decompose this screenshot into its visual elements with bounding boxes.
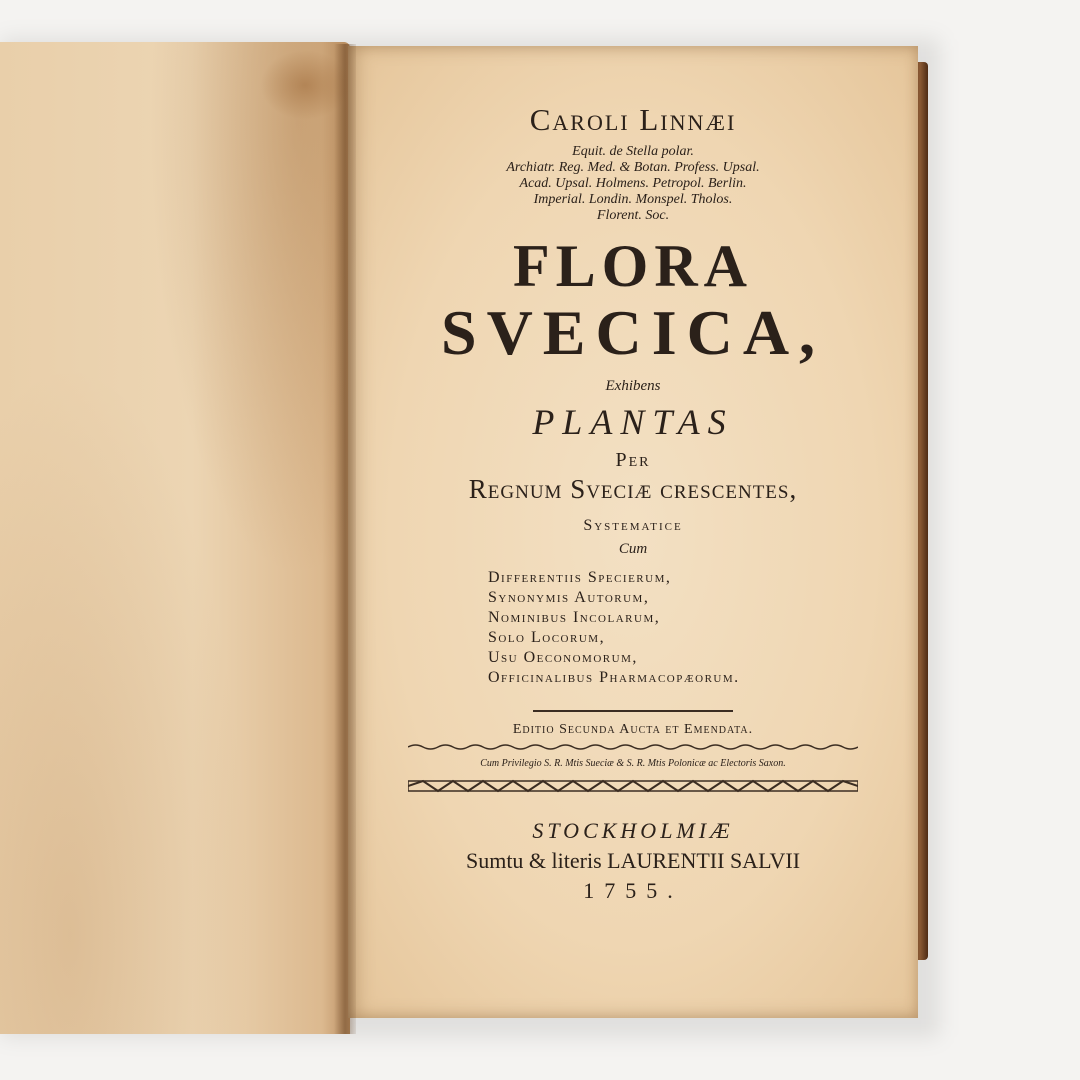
- exhibens-text: Exhibens: [605, 378, 661, 394]
- contents-list: [458, 568, 808, 688]
- book-title-line1: FLORA: [513, 233, 753, 299]
- honour-line: Equit. de Stella polar.: [572, 144, 694, 159]
- title-text-block: [348, 90, 918, 904]
- cum-text: Cum: [618, 541, 648, 557]
- divider-rule: [533, 710, 733, 712]
- regnum-text: Regnum Sveciæ crescentes,: [468, 474, 798, 504]
- list-item: Officinalibus Pharmacopæorum.: [488, 669, 740, 686]
- plantas-text: PLANTAS: [532, 402, 734, 442]
- publication-year: 1755.: [583, 878, 683, 903]
- systematice-text: Systematice: [583, 517, 683, 534]
- honour-line: Archiatr. Reg. Med. & Botan. Profess. Upsal.: [506, 160, 760, 175]
- list-item: Synonymis Autorum,: [488, 589, 650, 606]
- honour-line: Acad. Upsal. Holmens. Petropol. Berlin.: [519, 176, 747, 191]
- honour-line: Imperial. Londin. Monspel. Tholos.: [533, 192, 733, 207]
- list-item: Nominibus Incolarum,: [488, 609, 661, 626]
- place-of-publication: STOCKHOLMIÆ: [532, 818, 734, 843]
- ornamental-border: [408, 779, 858, 793]
- list-item: Differentiis Specierum,: [488, 569, 672, 586]
- left-blank-page: [0, 42, 350, 1034]
- edition-text: Editio Secunda Aucta et Emendata.: [512, 722, 754, 737]
- privilege-text: Cum Privilegio S. R. Mtis Sueciæ & S. R. Mtis Polonicæ ac Electoris Saxon.: [480, 758, 786, 769]
- list-item: Solo Locorum,: [488, 629, 606, 646]
- book-title-line2: SVECICA,: [440, 297, 826, 368]
- list-item: Usu Oeconomorum,: [488, 649, 638, 666]
- printer-line: Sumtu & literis LAURENTII SALVII: [465, 848, 801, 873]
- author-name: Caroli Linnæi: [529, 102, 737, 137]
- honour-line: Florent. Soc.: [596, 208, 670, 223]
- wavy-rule: [408, 743, 858, 751]
- per-text: Per: [615, 449, 651, 471]
